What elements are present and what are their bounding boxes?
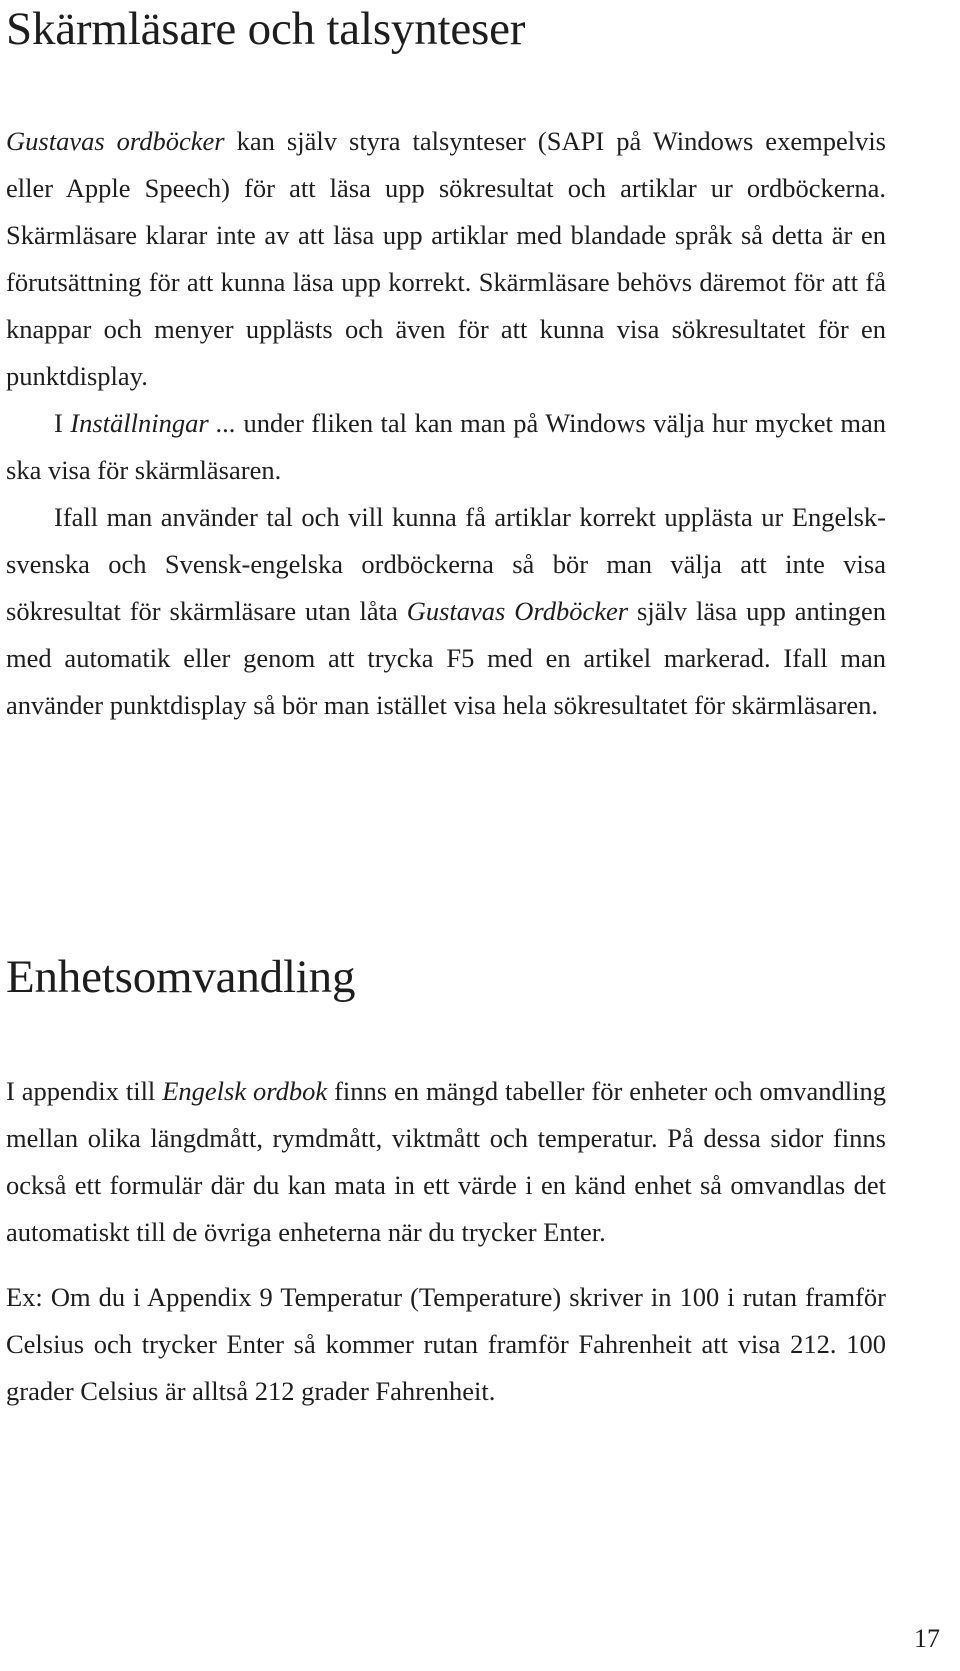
- section-title-screen-readers: Skärmläsare och talsynteser: [6, 3, 526, 55]
- section-body-screen-readers: [6, 118, 886, 729]
- paragraph-text: Ifall man använder tal och vill kunna få artiklar korrekt upplästa ur Engelsk-svenska och Svensk-engelska ordböckerna så bör man välja att inte visa sökresultat för skärmläsare utan låta: [6, 502, 886, 626]
- paragraph-settings: [6, 400, 886, 494]
- paragraph-appendix: [6, 1068, 886, 1256]
- paragraph-text: finns en mängd tabeller för enheter och omvandling mellan olika längdmått, rymdmått, viktmått och temperatur. På dessa sidor finns också ett formulär där du kan mata in ett värde i en känd enhet så omvandlas det automatiskt till de övriga enheterna när du trycker Enter.: [6, 1076, 886, 1247]
- app-name-italic: Gustavas Ordböcker: [406, 596, 629, 626]
- page-number: 17: [914, 1624, 940, 1653]
- section-body-unit-conversion: [6, 1068, 886, 1415]
- paragraph-text: I appendix till: [6, 1076, 163, 1106]
- paragraph-text: under fliken tal kan man på Windows välja hur mycket man ska visa för skärmläsaren.: [6, 408, 886, 485]
- settings-menu-italic: Inställningar ...: [70, 408, 237, 438]
- paragraph-speech-synthesis: [6, 118, 886, 400]
- paragraph-correct-reading: [6, 494, 886, 729]
- section-title-unit-conversion: Enhetsomvandling: [6, 951, 356, 1003]
- book-name-italic: Engelsk ordbok: [162, 1076, 328, 1106]
- paragraph-text: själv läsa upp antingen med automatik eller genom att trycka F5 med en artikel markerad. Ifall man använder punktdisplay så bör man istället visa hela sökresultatet för skärmläsaren.: [6, 596, 887, 720]
- paragraph-example: Ex: Om du i Appendix 9 Temperatur (Temperature) skriver in 100 i rutan framför Celsius och trycker Enter så kommer rutan framför Fahrenheit att visa 212. 100 grader Celsius är alltså 212 grader Fahrenheit.: [6, 1282, 886, 1406]
- paragraph-text: kan själv styra talsynteser (SAPI på Windows exempelvis eller Apple Speech) för att läsa upp sökresultat och artiklar ur ordböckerna. Skärmläsare klarar inte av att läsa upp artiklar med blandade språk så detta är en förutsättning för att kunna läsa upp korrekt. Skärmläsare behövs däremot för att få knappar och menyer upplästs och även för att kunna visa sökresultatet för en punktdisplay.: [6, 126, 886, 391]
- app-name-italic: Gustavas ordböcker: [6, 126, 225, 156]
- paragraph-prefix: I: [54, 408, 71, 438]
